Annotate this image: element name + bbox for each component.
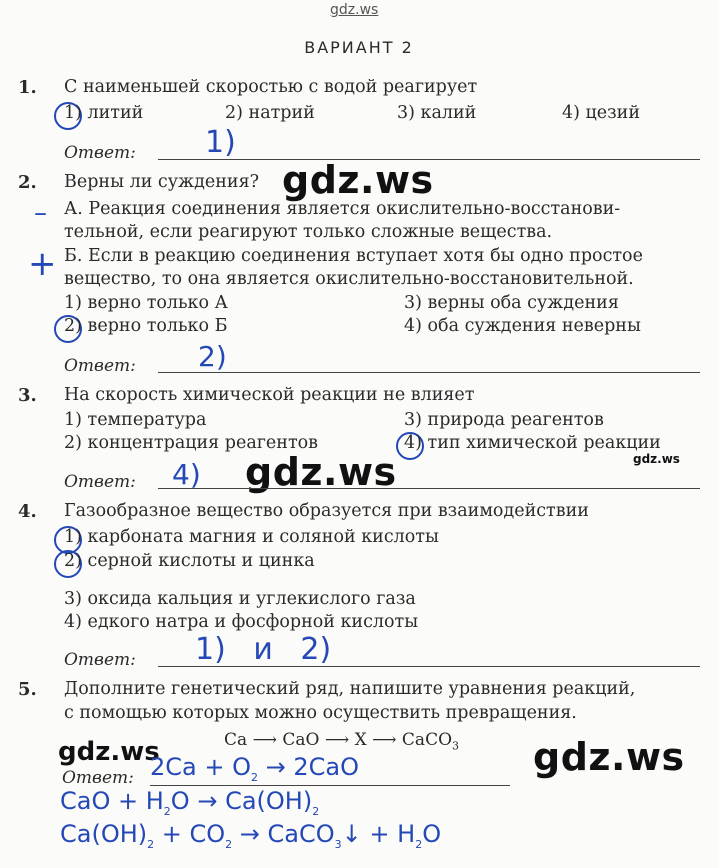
watermark-3: gdz.ws bbox=[58, 737, 160, 767]
watermark-top: gdz.ws bbox=[330, 2, 379, 18]
q2-answer-label: Ответ: bbox=[64, 356, 136, 376]
q3-option-1: 1) температура bbox=[64, 410, 207, 430]
q4-option-3: 3) оксида кальция и углекислого газа bbox=[64, 589, 416, 609]
variant-title: ВАРИАНТ 2 bbox=[304, 38, 414, 57]
q2-mark-b: + bbox=[28, 244, 57, 284]
q5-answer-label: Ответ: bbox=[62, 768, 134, 788]
watermark-1: gdz.ws bbox=[282, 158, 434, 202]
q1-answer: 1) bbox=[205, 125, 236, 160]
q5-number: 5. bbox=[18, 679, 37, 700]
q2-number: 2. bbox=[18, 172, 37, 193]
q4-option-1: 1) карбоната магния и соляной кислоты bbox=[64, 527, 439, 547]
q1-number: 1. bbox=[18, 77, 37, 98]
q4-text: Газообразное вещество образуется при взаимодействии bbox=[64, 501, 589, 521]
q2-option-4: 4) оба суждения неверны bbox=[404, 316, 641, 336]
q2-answer-line bbox=[158, 372, 700, 373]
q5-answer-line bbox=[150, 785, 510, 786]
q3-option-3: 3) природа реагентов bbox=[404, 410, 604, 430]
q3-text: На скорость химической реакции не влияет bbox=[64, 385, 475, 405]
q1-option-2: 2) натрий bbox=[225, 103, 315, 123]
q3-number: 3. bbox=[18, 385, 37, 406]
q1-text: С наименьшей скоростью с водой реагирует bbox=[64, 77, 478, 97]
watermark-2: gdz.ws bbox=[245, 450, 397, 494]
q4-answer: 1) и 2) bbox=[195, 632, 332, 667]
q2-a-line-1: А. Реакция соединения является окислительно-восстанови- bbox=[64, 199, 621, 219]
q4-option-2: 2) серной кислоты и цинка bbox=[64, 551, 315, 571]
q2-a-line-2: тельной, если реагируют только сложные вещества. bbox=[64, 222, 553, 242]
watermark-small: gdz.ws bbox=[633, 452, 680, 466]
q5-text-line-2: с помощью которых можно осуществить превращения. bbox=[64, 703, 577, 723]
q4-answer-label: Ответ: bbox=[64, 650, 136, 670]
q5-equation-3: $Ca(OH)_2 + CO_2$ → CaCO$_3$↓ + $H_2O$ bbox=[60, 820, 442, 851]
q3-answer-label: Ответ: bbox=[64, 472, 136, 492]
q2-text: Верны ли суждения? bbox=[64, 172, 259, 192]
q2-answer: 2) bbox=[198, 340, 227, 373]
q2-b-line-2: вещество, то она является окислительно-восстановительной. bbox=[64, 269, 634, 289]
q3-answer: 4) bbox=[172, 458, 201, 491]
q1-option-3: 3) калий bbox=[397, 103, 477, 123]
q5-equation-1: $2Ca + O_2 \to 2CaO$ bbox=[150, 753, 360, 784]
q1-answer-line bbox=[158, 159, 700, 160]
q4-option-4: 4) едкого натра и фосфорной кислоты bbox=[64, 612, 419, 632]
q3-answer-line bbox=[158, 488, 700, 489]
q3-option-2: 2) концентрация реагентов bbox=[64, 433, 319, 453]
q5-chain: Ca ⟶ CaO ⟶ X ⟶ CaCO$_3$ bbox=[224, 730, 460, 753]
q2-option-2: 2) верно только Б bbox=[64, 316, 228, 336]
watermark-4: gdz.ws bbox=[533, 735, 685, 779]
q1-answer-label: Ответ: bbox=[64, 143, 136, 163]
q5-equation-2: CaO + $H_2O \to Ca(OH)_2$ bbox=[60, 787, 320, 818]
q2-b-line-1: Б. Если в реакцию соединения вступает хотя бы одно простое bbox=[64, 246, 643, 266]
q2-option-1: 1) верно только А bbox=[64, 293, 228, 313]
q1-option-4: 4) цезий bbox=[562, 103, 641, 123]
q2-mark-a: – bbox=[34, 198, 47, 228]
q5-text-line-1: Дополните генетический ряд, напишите уравнения реакций, bbox=[64, 679, 636, 699]
q2-option-3: 3) верны оба суждения bbox=[404, 293, 619, 313]
q3-option-4: 4) тип химической реакции bbox=[404, 433, 661, 453]
q1-option-1: 1) литий bbox=[64, 103, 144, 123]
q4-number: 4. bbox=[18, 501, 37, 522]
